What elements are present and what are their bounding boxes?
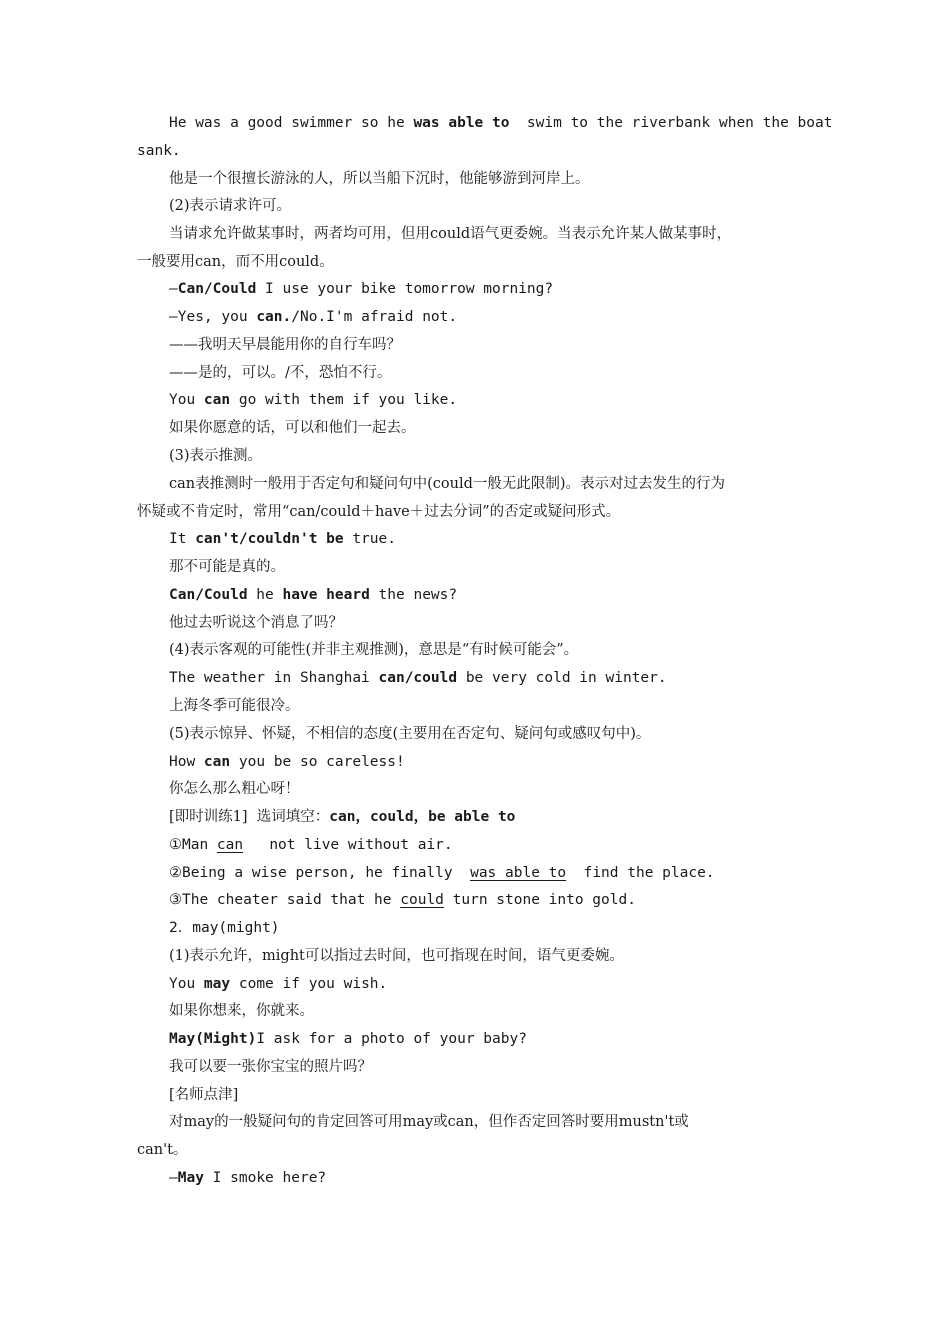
keyword-bold: can，could，be able to xyxy=(329,809,516,825)
keyword-bold: can xyxy=(256,309,283,325)
text-line xyxy=(137,1140,832,1160)
text-span: 我可以要一张你宝宝的照片吗？ xyxy=(169,1059,372,1075)
text-line xyxy=(169,946,832,966)
text-span: —Yes, you xyxy=(169,309,257,325)
text-span: I use your bike tomorrow morning? xyxy=(256,281,554,297)
text-span: go with them if you like. xyxy=(230,392,458,408)
text-line xyxy=(169,1112,832,1132)
text-span: find the place. xyxy=(566,865,715,881)
text-span: ——我明天早晨能用你的自行车吗？ xyxy=(169,337,401,353)
text-span: he xyxy=(247,587,283,603)
text-span: How xyxy=(169,754,204,770)
text-span: ①Man xyxy=(169,837,217,853)
text-span: ——是的，可以。/不，恐怕不行。 xyxy=(169,365,392,381)
text-span: I ask for a photo of your baby? xyxy=(256,1031,527,1047)
text-line xyxy=(169,446,832,466)
text-line xyxy=(169,918,832,938)
text-span: 怀疑或不肯定时，常用“can/could＋have＋过去分词”的否定或疑问形式。 xyxy=(137,504,621,520)
text-line xyxy=(169,390,832,410)
text-line xyxy=(169,169,832,189)
text-span: [即时训练1] 选词填空： xyxy=(169,809,330,825)
text-line xyxy=(169,807,832,827)
text-line xyxy=(169,752,832,772)
text-line xyxy=(169,307,832,327)
text-span: [名师点津] xyxy=(169,1087,239,1103)
answer-blank: could xyxy=(400,892,444,908)
text-span: 那不可能是真的。 xyxy=(169,559,285,575)
text-span: turn stone into gold. xyxy=(443,892,636,908)
keyword-bold: can xyxy=(203,392,231,408)
text-line xyxy=(169,113,832,133)
text-line xyxy=(169,557,832,577)
keyword-bold: have heard xyxy=(282,587,370,603)
text-line xyxy=(169,1085,832,1105)
text-span: the news? xyxy=(369,587,458,603)
keyword-bold: can't/couldn't be xyxy=(195,531,344,547)
text-span: true. xyxy=(343,531,396,547)
text-line xyxy=(169,863,832,883)
text-span: I smoke here? xyxy=(203,1170,327,1186)
keyword-bold: may xyxy=(203,976,231,992)
text-span: be very cold in winter. xyxy=(457,670,667,686)
text-span: (4)表示客观的可能性(并非主观推测)，意思是“有时候可能会”。 xyxy=(169,642,579,658)
text-line xyxy=(169,363,832,383)
text-span: 上海冬季可能很冷。 xyxy=(169,698,300,714)
text-line xyxy=(169,779,832,799)
text-line xyxy=(169,1029,832,1049)
text-span: /No.I'm afraid not. xyxy=(291,309,458,325)
text-line xyxy=(137,141,832,161)
text-line xyxy=(169,640,832,660)
text-span: you be so careless! xyxy=(230,754,405,770)
text-line xyxy=(169,1168,832,1188)
text-line xyxy=(169,668,832,688)
text-span: (5)表示惊异、怀疑，不相信的态度(主要用在否定句、疑问句或感叹句中)。 xyxy=(169,726,651,742)
keyword-bold: May xyxy=(177,1170,204,1186)
text-span: ②Being a wise person, he finally xyxy=(169,865,471,881)
text-line xyxy=(169,974,832,994)
text-span: 他过去听说这个消息了吗？ xyxy=(169,615,343,631)
text-span: (1)表示允许，might可以指过去时间，也可指现在时间，语气更委婉。 xyxy=(169,948,624,964)
text-line xyxy=(169,279,832,299)
keyword-bold: May(Might) xyxy=(169,1031,257,1047)
keyword-bold: . xyxy=(282,309,292,325)
keyword-bold: was able to xyxy=(413,115,510,131)
text-span: swim to the riverbank when the boat xyxy=(509,115,833,131)
text-span: You xyxy=(169,976,204,992)
text-span: 如果你愿意的话，可以和他们一起去。 xyxy=(169,420,416,436)
keyword-bold: can xyxy=(203,754,231,770)
text-span: 一般要用can，而不用could。 xyxy=(137,254,334,270)
answer-blank: can xyxy=(216,837,244,853)
answer-blank: was able to xyxy=(470,865,567,881)
text-line xyxy=(169,196,832,216)
text-line xyxy=(169,474,832,494)
text-line xyxy=(169,1001,832,1021)
text-span: not live without air. xyxy=(243,837,453,853)
text-span: ③The cheater said that he xyxy=(169,892,401,908)
text-span: He was a good swimmer so he xyxy=(169,115,414,131)
text-span: can't。 xyxy=(137,1142,188,1158)
text-span: can表推测时一般用于否定句和疑问句中(could一般无此限制)。表示对过去发生的行为 xyxy=(169,476,726,492)
text-line xyxy=(169,724,832,744)
text-span: 当请求允许做某事时，两者均可用，但用could语气更委婉。当表示允许某人做某事时， xyxy=(169,226,732,242)
text-line xyxy=(169,1057,832,1077)
text-line xyxy=(137,502,832,522)
text-line xyxy=(169,835,832,855)
text-span: You xyxy=(169,392,204,408)
text-line xyxy=(169,890,832,910)
text-span: 他是一个很擅长游泳的人，所以当船下沉时，他能够游到河岸上。 xyxy=(169,171,590,187)
text-line xyxy=(169,696,832,716)
text-span: 对may的一般疑问句的肯定回答可用may或can，但作否定回答时要用mustn't或 xyxy=(169,1114,689,1130)
text-span: come if you wish. xyxy=(230,976,388,992)
keyword-bold: Can/Could xyxy=(169,587,248,603)
text-span: 如果你想来，你就来。 xyxy=(169,1003,314,1019)
text-span: It xyxy=(169,531,196,547)
text-span: 2．may(might) xyxy=(169,920,280,936)
keyword-bold: Can/Could xyxy=(177,281,257,297)
text-line xyxy=(169,613,832,633)
text-line xyxy=(137,252,832,272)
text-span: The weather in Shanghai xyxy=(169,670,379,686)
text-span: — xyxy=(169,281,178,297)
text-line xyxy=(169,224,832,244)
keyword-bold: can/could xyxy=(378,670,458,686)
text-line xyxy=(169,585,832,605)
text-span: (2)表示请求许可。 xyxy=(169,198,292,214)
text-line xyxy=(169,335,832,355)
text-span: 你怎么那么粗心呀！ xyxy=(169,781,300,797)
text-span: sank. xyxy=(137,143,181,159)
text-line xyxy=(169,529,832,549)
text-span: — xyxy=(169,1170,178,1186)
text-line xyxy=(169,418,832,438)
text-span: (3)表示推测。 xyxy=(169,448,263,464)
